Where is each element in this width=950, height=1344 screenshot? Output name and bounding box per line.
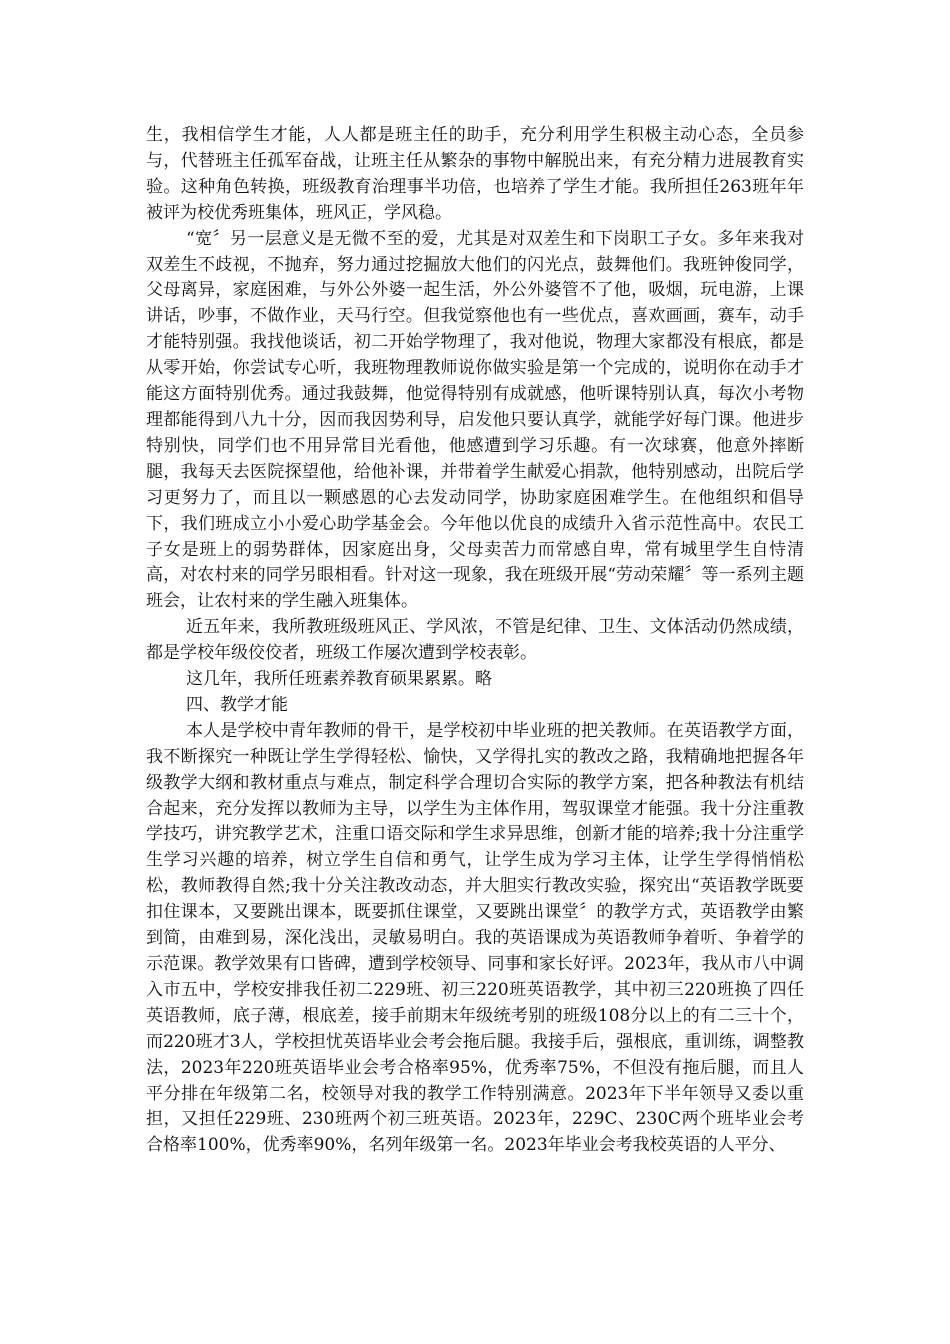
paragraph: 生，我相信学生才能，人人都是班主任的助手，充分利用学生积极主动心态，全员参与，代替班主任孤军奋战，让班主任从繁杂的事物中解脱出来，有充分精力进展教育实验。这种角色转换，班级教育治理事半功倍，也培养了学生才能。我所担任263班年年被评为校优秀班集体，班风正，学风稳。 [146, 125, 804, 223]
paragraph: 这几年，我所任班素养教育硕果累累。略 [186, 669, 492, 690]
document-body [146, 123, 804, 1159]
paragraph: 本人是学校中青年教师的骨干，是学校初中毕业班的把关教师。在英语教学方面，我不断探究一种既让学生学得轻松、愉快，又学得扎实的教改之路，我精确地把握各年级教学大纲和教材重点与难点，制定科学合理切合实际的教学方案，把各种教法有机结合起来，充分发挥以教师为主导，以学生为主体作用，驾驭课堂才能强。我十分注重教学技巧，讲究教学艺术，注重口语交际和学生求异思维，创新才能的培养;我十分注重学生学习兴趣的培养，树立学生自信和勇气，让学生成为学习主体，让学生学得悄悄松松，教师教得自然;我十分关注教改动态，并大胆实行教改实验，探究出“英语教学既要扣住课本，又要跳出课本，既要抓住课堂，又要跳出课堂〞的教学方式，英语教学由繁到简，由难到易，深化浅出，灵敏易明白。我的英语课成为英语教师争着听、争着学的示范课。教学效果有口皆碑，遭到学校领导、同事和家长好评。2023年，我从市八中调入市五中，学校安排我任初二229班、初三220班英语教学，其中初三220班换了四任英语教师，底子薄，根底差，接手前期末年级统考别的班级108分以上的有二三十个，而220班才3人，学校担忧英语毕业会考会拖后腿。我接手后，强根底，重训练，调整教法，2023年220班英语毕业会考合格率95%，优秀率75%，不但没有拖后腿，而且人平分排在年级第二名，校领导对我的教学工作特别满意。2023年下半年领导又委以重担，又担任229班、230班两个初三班英语。2023年，229C、230C两个班毕业会考合格率100%，优秀率90%，名列年级第一名。2023年毕业会考我校英语的人平分、 [146, 720, 804, 1156]
paragraph: “宽〞另一层意义是无微不至的爱，尤其是对双差生和下岗职工子女。多年来我对双差生不歧视，不抛弃，努力通过挖掘放大他们的闪光点，鼓舞他们。我班钟俊同学，父母离异，家庭困难，与外公外婆一起生活，外公外婆管不了他，吸烟，玩电游，上课讲话，吵事，不做作业，天马行空。但我觉察他也有一些优点，喜欢画画，赛车，动手才能特别强。我找他谈话，初二开始学物理了，我对他说，物理大家都没有根底，都是从零开始，你尝试专心听，我班物理教师说你做实验是第一个完成的，说明你在动手才能这方面特别优秀。通过我鼓舞，他觉得特别有成就感，他听课特别认真，每次小考物理都能得到八九十分，因而我因势利导，启发他只要认真学，就能学好每门课。他进步特别快，同学们也不用异常目光看他，他感遭到学习乐趣。有一次球赛，他意外摔断腿，我每天去医院探望他，给他补课，并带着学生献爱心捐款，他特别感动，出院后学习更努力了，而且以一颗感恩的心去发动同学，协助家庭困难学生。在他组织和倡导下，我们班成立小小爱心助学基金会。今年他以优良的成绩升入省示范性高中。农民工子女是班上的弱势群体，因家庭出身，父母卖苦力而常感自卑，常有城里学生自恃清高，对农村来的同学另眼相看。针对这一现象，我在班级开展“劳动荣耀〞等一系列主题班会，让农村来的学生融入班集体。 [146, 228, 804, 612]
section-heading: 四、教学才能 [186, 694, 288, 715]
paragraph: 近五年来，我所教班级班风正、学风浓，不管是纪律、卫生、文体活动仍然成绩，都是学校年级佼佼者，班级工作屡次遭到学校表彰。 [146, 617, 804, 664]
